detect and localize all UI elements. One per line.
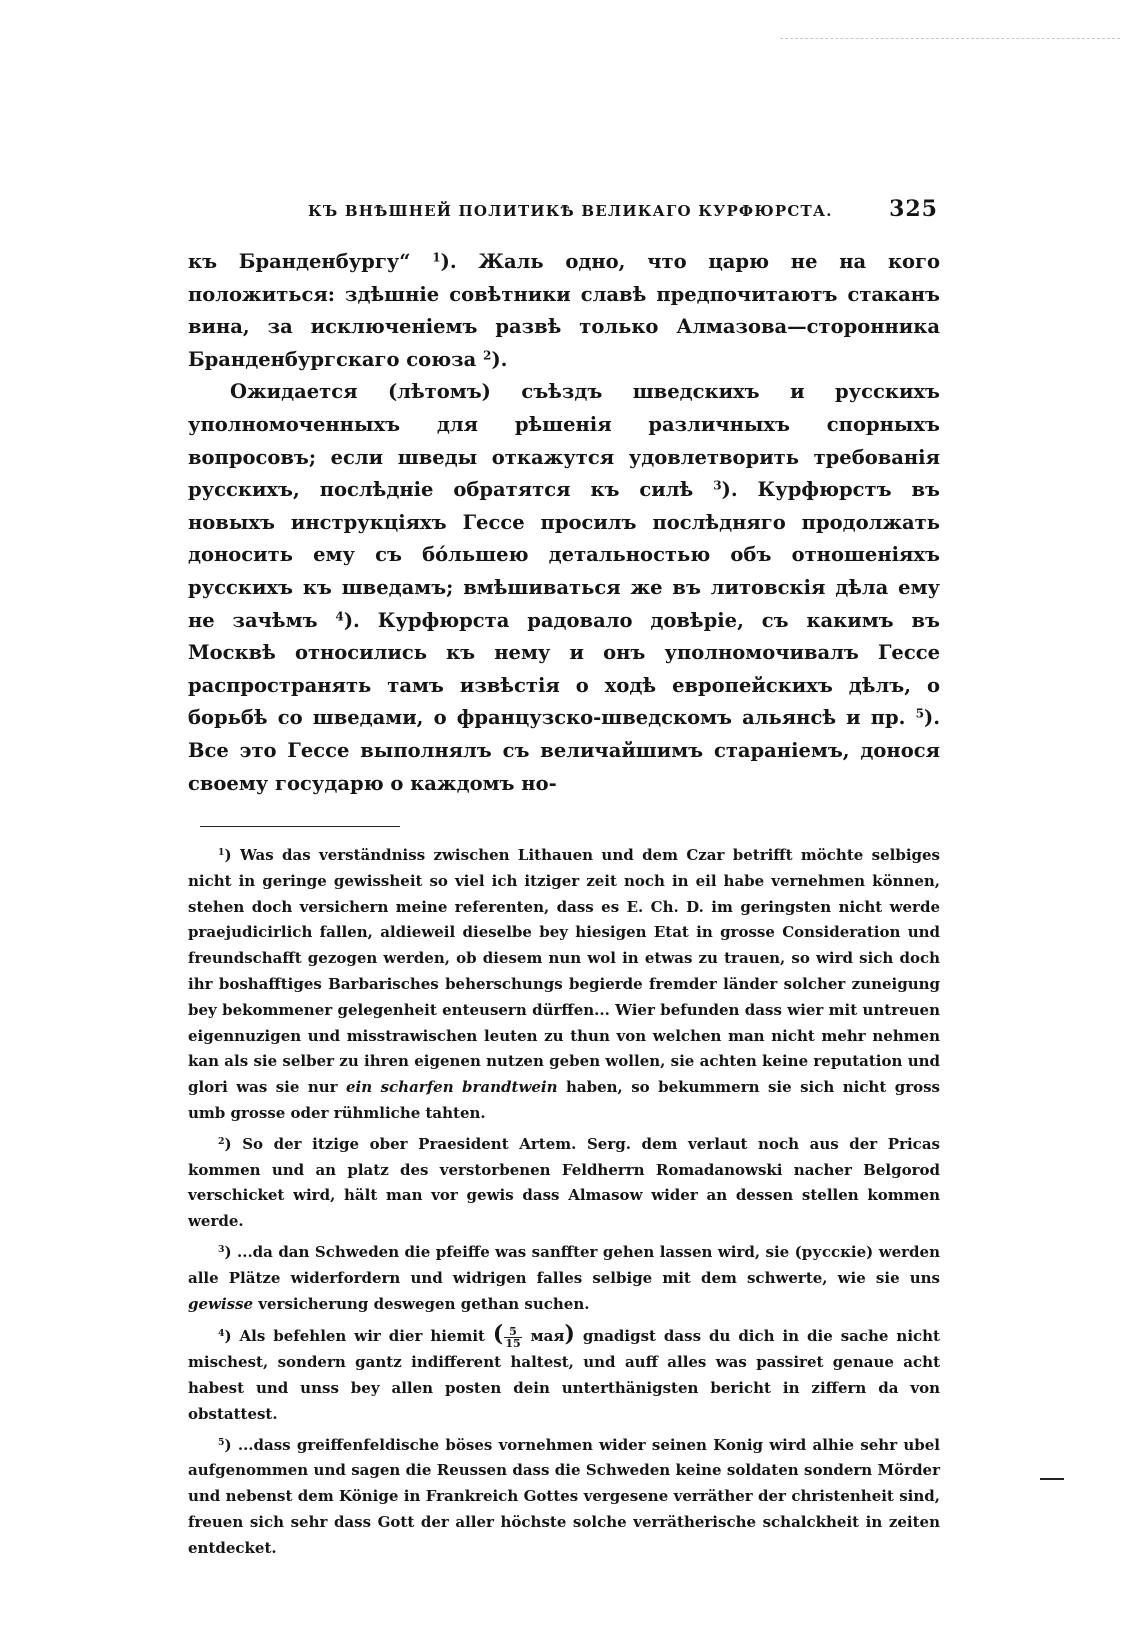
- footnote-3: $^3$) ...da dan Schweden die pfeiffe was sanffter gehen lassen wird, sie (русскіе) werden alle Plätze widerfordern und widrigen falles selbige mit dem schwerte, wie sie uns gewisse versicherung deswegen gethan suchen.: [188, 1243, 940, 1313]
- page-number: 325: [889, 196, 938, 222]
- text-span: Ожидается (лѣтомъ) съѣздъ шведскихъ и русскихъ уполномоченныхъ для рѣшенія различныхъ спорныхъ вопросовъ; если шведы откажутся удовлетворить требованія русскихъ, послѣдніе обратятся къ силѣ: [188, 380, 940, 502]
- footnotes: [188, 843, 940, 1562]
- paren-close: ): [564, 1321, 575, 1348]
- text-span: versicherung deswegen gethan suchen.: [253, 1294, 590, 1313]
- italic-span: gewisse: [188, 1294, 254, 1313]
- text-span: ). Курфюрстъ въ новыхъ инструкціяхъ Гессе просилъ послѣдняго продолжать доносить ему съ бо́льшею детальностью объ отношеніяхъ русскихъ къ шведамъ; вмѣшиваться же въ литовскія дѣла ему не зачѣмъ: [188, 478, 940, 632]
- text-span: Als befehlen wir dier hiemit: [239, 1327, 493, 1346]
- footnote-1: $^1$) Was das verständniss zwischen Lithauen und dem Czar betrifft möchte selbiges nicht in geringe gewissheit so viel ich itziger zeit noch in eil habe vernehmen können, stehen doch versichern meine referenten, dass es E. Ch. D. im geringsten nicht werde praejudicirlich fallen, aldieweil dieselbe bey hiesigen Etat in grosse Consideration und freundschafft gezogen werden, ob diesem nun wol in etwas zu trauen, so wird sich doch ihr boshafftiges Barbarisches beherschungs begierde fremder länder solcher zuneigung bey bekommener gelegenheit enteusern dürffen... Wier befunden dass wier mit untreuen eigennuzigen und misstrawischen leuten zu thun von welchen man nicht mehr nehmen kan als sie selber zu ihren eigenen nutzen geben wollen, sie achten keine reputation und glori was sie nur ein scharfen brandtwein haben, so bekummern sie sich nicht gross umb grosse oder rühmliche tahten.: [188, 846, 940, 1123]
- text-span: ...da dan Schweden die pfeiffe was sanffter gehen lassen wird, sie (русскіе) werden alle Plätze widerfordern und widrigen falles selbige mit dem schwerte, wie sie uns: [188, 1243, 940, 1287]
- text-span: ). Курфюрста радовало довѣріе, съ какимъ въ Москвѣ относились къ нему и онъ уполномочивалъ Гессе распространять тамъ извѣстія о ходѣ европейскихъ дѣлъ, о борьбѣ со шведами, о французско-шведскомъ альянсѣ и пр.: [188, 608, 940, 730]
- footnote-mark: 3: [218, 1243, 225, 1255]
- footnote-5: $^5$) ...dass greiffenfeldische böses vornehmen wider seinen Konig wird alhie sehr ubel aufgenommen und sagen die Reussen dass die Schweden keine soldaten sondern Mörder und nebenst dem Könige in Frankreich Gottes vergesene verräther der christenheit sind, freuen sich sehr dass Gott der aller höchste solche verrätherische schalckheit in zeiten entdecket.: [188, 1435, 941, 1557]
- fraction-unit: мая: [530, 1327, 565, 1346]
- text-span: So der itzige ober Praesident Artem. Serg. dem verlaut noch aus der Pricas kommen und an platz des verstorbenen Feldherrn Romadanowski nacher Belgorod verschicket wird, hält man vor gewis dass Almasow wider an dessen stellen kommen werde.: [188, 1134, 940, 1231]
- footnote-rule: [200, 826, 400, 827]
- text-span: ). Все это Гессе выполнялъ съ величайшимъ стараніемъ, донося своему государю о каждомъ но-: [188, 706, 940, 795]
- text-span: ...dass greiffenfeldische böses vornehmen wider seinen Konig wird alhie sehr ubel aufgenommen und sagen die Reussen dass die Schweden keine soldaten sondern Mörder und nebenst dem Könige in Frankreich Gottes vergesene verräther der christenheit sind, freuen sich sehr dass Gott der aller höchste solche verrätherische schalckheit in zeiten entdecket.: [188, 1435, 941, 1557]
- footnote-ref-4: 4: [335, 608, 344, 623]
- book-page: [188, 198, 940, 1567]
- fraction-numerator: 5: [504, 1326, 521, 1338]
- footnote-mark: 4: [218, 1328, 225, 1340]
- footnote-mark: 1: [218, 846, 225, 858]
- footnote-ref-2: 2: [483, 348, 492, 363]
- footnote-ref-5: 5: [915, 706, 924, 721]
- text-span: къ Бранденбургу“: [188, 250, 433, 273]
- paren-open: (: [492, 1321, 504, 1348]
- paragraph-2: [188, 376, 940, 800]
- text-span: gnadigst dass du dich in die sache nicht mischest, sondern gantz indifferent haltest, und auff alles was passiret genaue acht habest und unss bey allen posten dein unterthänigsten bericht in ziffern da von obstattest.: [188, 1327, 940, 1423]
- paragraph-1: [188, 246, 940, 376]
- footnote-4: $^4$) Als befehlen wir dier hiemit ( $\frac{5}{15}$ мая) gnadigst dass du dich in die sache nicht mischest, sondern gantz indifferent haltest, und auff alles was passiret genaue acht habest und unss bey allen posten dein unterthänigsten bericht in ziffern da von obstattest.: [188, 1321, 940, 1423]
- footnote-mark: 2: [218, 1135, 225, 1147]
- text-span: ).: [491, 347, 508, 371]
- italic-span: ein scharfen brandtwein: [346, 1078, 558, 1097]
- footnote-ref-3: 3: [713, 478, 722, 493]
- footnote-2: $^2$) So der itzige ober Praesident Artem. Serg. dem verlaut noch aus der Pricas kommen und an platz des verstorbenen Feldherrn Romadanowski nacher Belgorod verschicket wird, hält man vor gewis dass Almasow wider an dessen stellen kommen werde.: [188, 1134, 940, 1231]
- text-span: Was das verständniss zwischen Lithauen und dem Czar betrifft möchte selbiges nicht in geringe gewissheit so viel ich itziger zeit noch in eil habe vernehmen können, stehen doch versichern meine referenten, dass es E. Ch. D. im geringsten nicht werde praejudicirlich fallen, aldieweil dieselbe bey hiesigen Etat in grosse Consideration und freundschafft gezogen werden, ob diesem nun wol in etwas zu trauen, so wird sich doch ihr boshafftiges Barbarisches beherschungs begierde fremder länder solcher zuneigung bey bekommener gelegenheit enteusern dürffen... Wier befunden dass wier mit untreuen eigennuzigen und misstrawischen leuten zu thun von welchen man nicht mehr nehmen kan als sie selber zu ihren eigenen nutzen geben wollen, sie achten keine reputation und glori was sie nur: [188, 846, 940, 1097]
- running-header: [188, 198, 940, 232]
- footnote-mark: 5: [218, 1436, 225, 1448]
- scan-edge-mark: [780, 38, 1120, 39]
- footnote-ref-1: 1: [432, 250, 441, 265]
- text-span: ). Жаль одно, что царю не на кого положиться: здѣшніе совѣтники славѣ предпочитаютъ стаканъ вина, за исключеніемъ развѣ только Алмазова—сторонника Бранденбургскаго союза: [188, 250, 940, 371]
- main-text: [188, 246, 940, 800]
- text-span: haben, so bekummern sie sich nicht gross umb grosse oder rühmliche tahten.: [188, 1078, 940, 1123]
- fraction-denominator: 15: [505, 1336, 521, 1350]
- running-title: КЪ ВНѢШНЕЙ ПОЛИТИКѢ ВЕЛИКАГО КУРФЮРСТА.: [308, 202, 833, 220]
- date-fraction: [504, 1326, 521, 1349]
- scan-margin-mark: [1040, 1478, 1064, 1480]
